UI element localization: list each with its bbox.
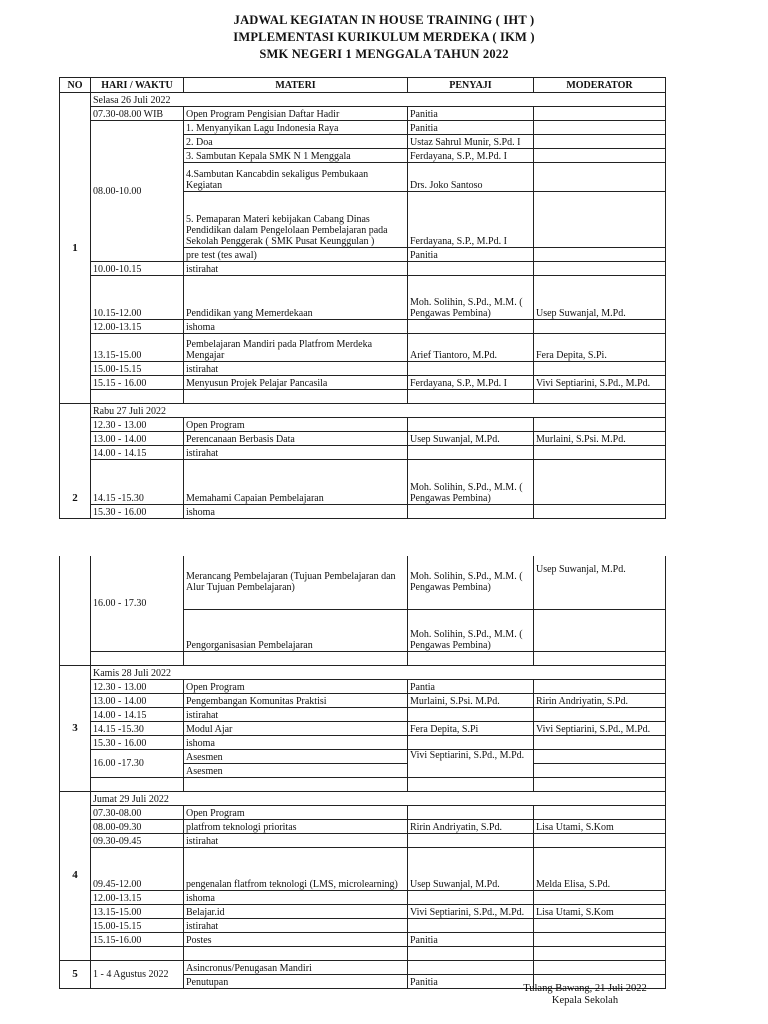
moderator-cell [534,679,666,693]
time-cell: 07.30-08.00 WIB [91,107,184,121]
time-cell: 12.00-13.15 [91,320,184,334]
spacer-row [60,390,666,404]
time-cell: 15.00-15.15 [91,362,184,376]
penyaji-cell: Ferdayana, S.P., M.Pd. I [408,149,534,163]
penyaji-cell: Pantia [408,679,534,693]
moderator-cell [534,833,666,847]
time-cell: 16.00 - 17.30 [91,556,184,651]
table-row [60,721,666,735]
penyaji-cell: Vivi Septiarini, S.Pd., M.Pd. [408,749,534,777]
penyaji-cell: Panitia [408,248,534,262]
penyaji-cell [408,320,534,334]
header-hari-waktu: HARI / WAKTU [91,78,184,93]
penyaji-cell [408,735,534,749]
penyaji-cell: Ustaz Sahrul Munir, S.Pd. I [408,135,534,149]
moderator-cell [534,460,666,505]
penyaji-cell: Panitia [408,932,534,946]
materi-cell: Open Program Pengisian Daftar Hadir [184,107,408,121]
materi-cell: istirahat [184,262,408,276]
penyaji-cell [408,362,534,376]
penyaji-cell: Panitia [408,974,534,988]
spacer-row [60,651,666,665]
penyaji-cell: Panitia [408,107,534,121]
time-cell: 16.00 -17.30 [91,749,184,777]
materi-cell: Pengorganisasian Pembelajaran [184,609,408,651]
moderator-cell [534,890,666,904]
header-no: NO [60,78,91,93]
table-row [60,665,666,679]
penyaji-cell [408,446,534,460]
moderator-cell [534,932,666,946]
time-cell: 09.30-09.45 [91,833,184,847]
penyaji-cell: Usep Suwanjal, M.Pd. [408,432,534,446]
penyaji-cell: Panitia [408,121,534,135]
materi-cell: pre test (tes awal) [184,248,408,262]
moderator-cell [534,749,666,763]
day-date: Selasa 26 Juli 2022 [91,93,666,107]
materi-cell: Asesmen [184,763,408,777]
table-row [60,376,666,390]
time-cell: 07.30-08.00 [91,805,184,819]
moderator-cell [534,763,666,777]
day-number: 1 [60,93,91,404]
materi-cell: istirahat [184,446,408,460]
table-row [60,833,666,847]
penyaji-cell: Moh. Solihin, S.Pd., M.M. ( Pengawas Pembina) [408,460,534,505]
materi-cell: Open Program [184,679,408,693]
table-row [60,805,666,819]
table-row [60,362,666,376]
moderator-cell [534,320,666,334]
moderator-cell: Vivi Septiarini, S.Pd., M.Pd. [534,721,666,735]
table-row [60,121,666,135]
table-row [60,819,666,833]
materi-cell: 5. Pemaparan Materi kebijakan Cabang Dinas Pendidikan dalam Pengelolaan Pembelajaran pada Sekolah Penggerak ( SMK Pusat Keunggulan ) [184,192,408,248]
spacer-row [60,946,666,960]
moderator-cell [534,149,666,163]
day-number-continued [60,556,91,665]
time-cell: 15.15 - 16.00 [91,376,184,390]
moderator-cell [534,192,666,248]
table-row [60,679,666,693]
materi-cell: ishoma [184,320,408,334]
moderator-cell [534,248,666,262]
penyaji-cell: Moh. Solihin, S.Pd., M.M. ( Pengawas Pembina) [408,556,534,609]
moderator-cell [534,707,666,721]
materi-cell: Pendidikan yang Memerdekaan [184,276,408,320]
time-cell: 1 - 4 Agustus 2022 [91,960,184,988]
day-number: 3 [60,665,91,791]
time-cell: 15.30 - 16.00 [91,505,184,519]
materi-cell: Menyusun Projek Pelajar Pancasila [184,376,408,390]
time-cell: 13.15-15.00 [91,334,184,362]
table-row [60,276,666,320]
penyaji-cell: Fera Depita, S.Pi [408,721,534,735]
table-row [60,505,666,519]
materi-cell: Perencanaan Berbasis Data [184,432,408,446]
table-row [60,262,666,276]
penyaji-cell: Ririn Andriyatin, S.Pd. [408,819,534,833]
table-row [60,904,666,918]
materi-cell: ishoma [184,890,408,904]
materi-cell: Memahami Capaian Pembelajaran [184,460,408,505]
penyaji-cell: Usep Suwanjal, M.Pd. [408,847,534,890]
moderator-cell: Murlaini, S.Psi. M.Pd. [534,432,666,446]
table-row [60,334,666,362]
time-cell: 08.00-09.30 [91,819,184,833]
time-cell: 15.15-16.00 [91,932,184,946]
penyaji-cell: Moh. Solihin, S.Pd., M.M. ( Pengawas Pembina) [408,609,534,651]
time-cell: 12.30 - 13.00 [91,418,184,432]
moderator-cell [534,418,666,432]
moderator-cell [534,735,666,749]
penyaji-cell: Ferdayana, S.P., M.Pd. I [408,192,534,248]
moderator-cell [534,362,666,376]
table-row [60,735,666,749]
table-row [60,418,666,432]
table-row [60,918,666,932]
penyaji-cell [408,505,534,519]
moderator-cell [534,918,666,932]
materi-cell: pengenalan flatfrom teknologi (LMS, microlearning) [184,847,408,890]
table-row [60,960,666,974]
materi-cell: Merancang Pembelajaran (Tujuan Pembelajaran dan Alur Tujuan Pembelajaran) [184,556,408,609]
moderator-cell [534,163,666,192]
materi-cell: istirahat [184,362,408,376]
materi-cell: 3. Sambutan Kepala SMK N 1 Menggala [184,149,408,163]
materi-cell: istirahat [184,918,408,932]
penyaji-cell [408,890,534,904]
title-line-3: SMK NEGERI 1 MENGGALA TAHUN 2022 [259,47,509,61]
moderator-cell [534,262,666,276]
table-row [60,404,666,418]
time-cell: 12.30 - 13.00 [91,679,184,693]
schedule-table-continued [59,556,666,989]
moderator-cell: Fera Depita, S.Pi. [534,334,666,362]
penyaji-cell: Arief Tiantoro, M.Pd. [408,334,534,362]
table-header-row [60,78,666,93]
day-number: 2 [60,404,91,519]
materi-cell: Belajar.id [184,904,408,918]
time-cell: 15.00-15.15 [91,918,184,932]
materi-cell: 2. Doa [184,135,408,149]
title-line-1: JADWAL KEGIATAN IN HOUSE TRAINING ( IHT ) [233,13,535,27]
materi-cell: Penutupan [184,974,408,988]
materi-cell: Postes [184,932,408,946]
moderator-cell: Lisa Utami, S.Kom [534,904,666,918]
time-cell: 14.00 - 14.15 [91,707,184,721]
time-cell: 14.15 -15.30 [91,721,184,735]
signature-block [500,983,670,1007]
moderator-cell [534,135,666,149]
moderator-cell: Usep Suwanjal, M.Pd. [534,276,666,320]
time-cell: 10.15-12.00 [91,276,184,320]
materi-cell: ishoma [184,505,408,519]
moderator-cell [534,121,666,135]
penyaji-cell [408,805,534,819]
moderator-cell: Melda Elisa, S.Pd. [534,847,666,890]
table-row [60,460,666,505]
header-moderator: MODERATOR [534,78,666,93]
materi-cell: ishoma [184,735,408,749]
table-row [60,107,666,121]
time-cell: 14.15 -15.30 [91,460,184,505]
penyaji-cell: Ferdayana, S.P., M.Pd. I [408,376,534,390]
materi-cell: istirahat [184,707,408,721]
day-number: 4 [60,791,91,960]
table-row [60,791,666,805]
time-cell: 12.00-13.15 [91,890,184,904]
table-row [60,93,666,107]
table-row [60,432,666,446]
time-cell: 13.15-15.00 [91,904,184,918]
moderator-cell [534,805,666,819]
moderator-cell: Vivi Septiarini, S.Pd., M.Pd. [534,376,666,390]
penyaji-cell [408,707,534,721]
day-number: 5 [60,960,91,988]
penyaji-cell [408,418,534,432]
table-row [60,693,666,707]
moderator-cell: Lisa Utami, S.Kom [534,819,666,833]
header-penyaji: PENYAJI [408,78,534,93]
penyaji-cell: Vivi Septiarini, S.Pd., M.Pd. [408,904,534,918]
table-row [60,890,666,904]
place-date: Tulang Bawang, 21 Juli 2022 [523,983,647,994]
materi-cell: Asesmen [184,749,408,763]
penyaji-cell: Drs. Joko Santoso [408,163,534,192]
penyaji-cell: Moh. Solihin, S.Pd., M.M. ( Pengawas Pembina) [408,276,534,320]
table-row [60,847,666,890]
materi-cell: 4.Sambutan Kancabdin sekaligus Pembukaan Kegiatan [184,163,408,192]
table-row [60,932,666,946]
table-row [60,320,666,334]
time-cell: 14.00 - 14.15 [91,446,184,460]
table-row [60,749,666,763]
materi-cell: Pengembangan Komunitas Praktisi [184,693,408,707]
moderator-cell [534,609,666,651]
moderator-cell: Ririn Andriyatin, S.Pd. [534,693,666,707]
moderator-cell [534,107,666,121]
title-line-2: IMPLEMENTASI KURIKULUM MERDEKA ( IKM ) [233,30,535,44]
materi-cell: Asincronus/Penugasan Mandiri [184,960,408,974]
time-cell: 15.30 - 16.00 [91,735,184,749]
spacer-row [60,777,666,791]
time-cell: 13.00 - 14.00 [91,693,184,707]
materi-cell: platfrom teknologi prioritas [184,819,408,833]
materi-cell: Modul Ajar [184,721,408,735]
table-row [60,446,666,460]
penyaji-cell [408,262,534,276]
schedule-table [59,77,666,519]
materi-cell: 1. Menyanyikan Lagu Indonesia Raya [184,121,408,135]
penyaji-cell [408,833,534,847]
moderator-cell [534,505,666,519]
document-header [0,12,768,63]
header-materi: MATERI [184,78,408,93]
penyaji-cell: Murlaini, S.Psi. M.Pd. [408,693,534,707]
materi-cell: Pembelajaran Mandiri pada Platfrom Merdeka Mengajar [184,334,408,362]
moderator-cell: Usep Suwanjal, M.Pd. [534,556,666,609]
day-date: Jumat 29 Juli 2022 [91,791,666,805]
penyaji-cell [408,918,534,932]
penyaji-cell [408,960,534,974]
time-cell: 08.00-10.00 [91,121,184,262]
time-cell: 10.00-10.15 [91,262,184,276]
table-row [60,556,666,609]
materi-cell: istirahat [184,833,408,847]
day-date: Kamis 28 Juli 2022 [91,665,666,679]
day-date: Rabu 27 Juli 2022 [91,404,666,418]
materi-cell: Open Program [184,805,408,819]
signatory-role: Kepala Sekolah [551,995,619,1006]
moderator-cell [534,446,666,460]
time-cell: 09.45-12.00 [91,847,184,890]
time-cell: 13.00 - 14.00 [91,432,184,446]
materi-cell: Open Program [184,418,408,432]
moderator-cell [534,960,666,974]
table-row [60,707,666,721]
